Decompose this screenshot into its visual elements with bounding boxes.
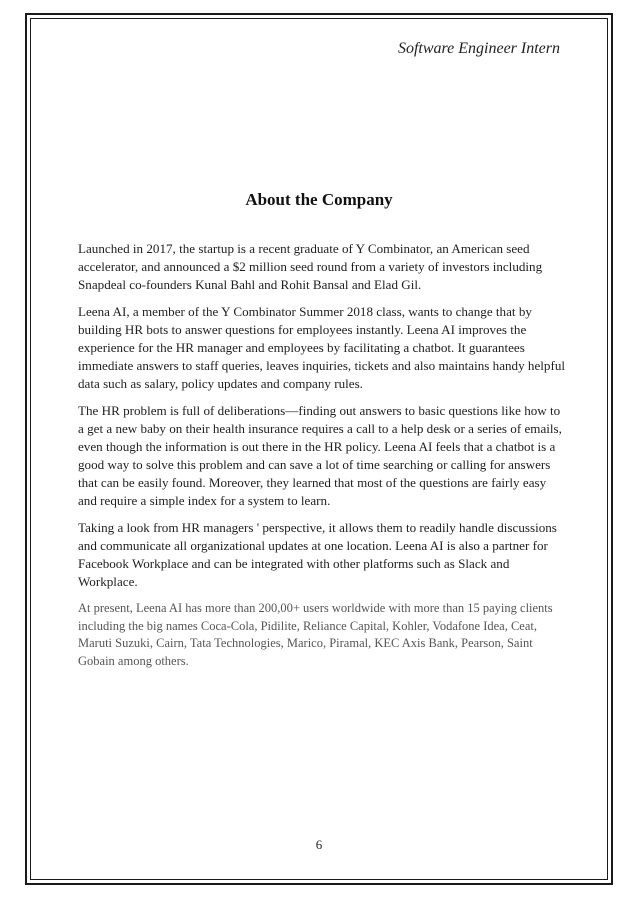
paragraph-leena-ai: Leena AI, a member of the Y Combinator Summer 2018 class, wants to change that by building HR bots to answer questions for employees instantly. Leena AI improves the experience for the HR manager and employees by facilitating a chatbot. It guarantees immediate answers to staff queries, leaves inquiries, tickets and also maintains handy helpful data such as salary, policy updates and company rules. [78,304,566,391]
running-header: Software Engineer Intern [397,40,560,57]
paragraph-launch: Launched in 2017, the startup is a recent graduate of Y Combinator, an American seed accelerator, and announced a $2 million seed round from a variety of investors including Snapdeal co-founders Kunal Bahl and Rohit Bansal and Elad Gil. [78,241,543,292]
body-content [78,240,566,679]
paragraph-hr-managers: Taking a look from HR managers ' perspective, it allows them to readily handle discussions and communicate all organizational updates at one location. Leena AI is also a partner for Facebook Workplace and can be integrated with other platforms such as Slack and Workplace. [78,520,557,589]
paragraph-hr-problem: The HR problem is full of deliberations—finding out answers to basic questions like how to a get a new baby on their health insurance requires a call to a help desk or a series of emails, even though the information is out there in the HR policy. Leena AI feels that a chatbot is a good way to solve this problem and can save a lot of time searching or calling for answers that can be easily found. Moreover, they learned that most of the questions are fairly easy and require a simple index for a system to learn. [78,403,562,508]
page-number: 6 [315,837,323,852]
paragraph-present: At present, Leena AI has more than 200,00+ users worldwide with more than 15 paying clients including the big names Coca-Cola, Pidilite, Reliance Capital, Kohler, Vodafone Idea, Ceat, Maruti Suzuki, Cairn, Tata Technologies, Marico, Piramal, KEC Axis Bank, Pearson, Saint Gobain among others. [78,601,553,668]
section-title: About the Company [245,190,393,209]
